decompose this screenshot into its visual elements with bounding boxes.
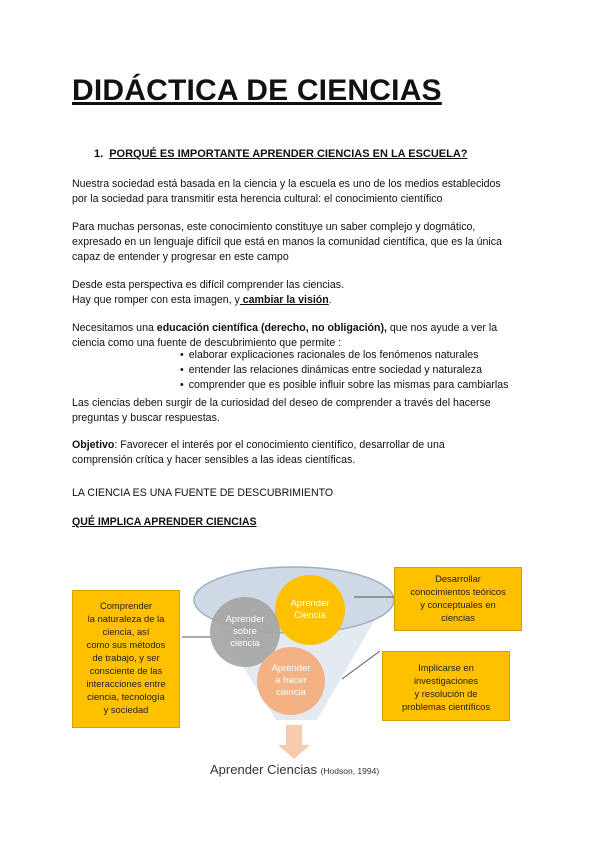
statement-line: LA CIENCIA ES UNA FUENTE DE DESCUBRIMIENTO	[72, 487, 334, 499]
diagram-caption	[210, 762, 379, 777]
down-arrow-icon	[278, 725, 310, 759]
box-line: y resolución de	[414, 688, 478, 699]
box-line: y sociedad	[103, 704, 149, 715]
paragraph-4	[72, 321, 497, 351]
page-title: DIDÁCTICA DE CIENCIAS	[72, 74, 442, 107]
paragraph-2-line-2: expresado en un lenguaje difícil que está en manos la comunidad científica, que es la única	[72, 236, 502, 248]
paragraph-4-line-2: ciencia como una fuente de descubrimiento que permite :	[72, 337, 342, 349]
section-heading	[94, 148, 468, 160]
objective-paragraph	[72, 438, 445, 468]
paragraph-1	[72, 177, 501, 207]
bullet-item: • elaborar explicaciones racionales de los fenómenos naturales	[180, 348, 508, 363]
learning-science-diagram	[62, 545, 522, 795]
bubble-line: sobre	[233, 626, 257, 637]
box-line: Comprender	[99, 600, 153, 611]
bubble-line: Ciencia	[294, 610, 326, 621]
bubble-line: Aprender	[290, 598, 330, 609]
paragraph-5-line-2: preguntas y buscar respuestas.	[72, 412, 220, 424]
section-number: 1.	[94, 148, 104, 160]
box-line: ciencias	[441, 612, 475, 623]
paragraph-3-line-2	[72, 293, 344, 308]
objective-label: Objetivo	[72, 439, 115, 451]
paragraph-2-line-3: capaz de entender y progresar en este campo	[72, 251, 289, 263]
science-education-emphasis: educación científica (derecho, no obligación),	[156, 322, 387, 334]
box-line: y conceptuales en	[420, 599, 496, 610]
bubble-line: Aprender	[225, 614, 265, 625]
bullet-item: • entender las relaciones dinámicas entre sociedad y naturaleza	[180, 363, 508, 378]
paragraph-2	[72, 220, 502, 265]
caption-text: Aprender Ciencias	[210, 762, 317, 777]
develop-knowledge-box	[394, 567, 522, 631]
bubble-line: ciencia	[230, 638, 260, 649]
paragraph-3-period: .	[328, 294, 332, 306]
section-heading-text: PORQUÉ ES IMPORTANTE APRENDER CIENCIAS EN LA ESCUELA?	[109, 148, 468, 160]
box-line: de trabajo, y ser	[92, 652, 160, 663]
box-line: la naturaleza de la	[87, 613, 165, 624]
paragraph-3-line-1: Desde esta perspectiva es difícil comprender las ciencias.	[72, 279, 345, 291]
box-line: interacciones entre	[86, 678, 166, 689]
learn-doing-science-bubble	[257, 647, 325, 715]
paragraph-5	[72, 396, 491, 426]
bullet-list	[180, 348, 508, 393]
paragraph-3	[72, 278, 344, 308]
comprehend-nature-box	[72, 590, 180, 728]
paragraph-4-pre: Necesitamos una	[72, 322, 157, 334]
change-vision-emphasis: cambiar la visión	[239, 294, 329, 306]
bullet-item: • comprender que es posible influir sobre las mismas para cambiarlas	[180, 378, 508, 393]
box-line: investigaciones	[413, 675, 479, 686]
paragraph-3-text: Hay que romper con esta imagen, y	[72, 294, 240, 306]
paragraph-1-line-2: por la sociedad para transmitir esta herencia cultural: el conocimiento científico	[72, 193, 443, 205]
paragraph-5-line-1: Las ciencias deben surgir de la curiosidad del deseo de comprender a través del hacerse	[72, 397, 491, 409]
box-line: ciencia, así	[102, 626, 150, 637]
bubble-line: Aprender	[271, 663, 311, 674]
paragraph-2-line-1: Para muchas personas, este conocimiento constituye un saber complejo y dogmático,	[72, 221, 476, 233]
bubble-line: a hacer	[275, 675, 307, 686]
box-line: Implicarse en	[418, 662, 474, 673]
bubble-line: ciencia	[276, 687, 306, 698]
paragraph-4-post: que nos ayude a ver la	[386, 322, 498, 334]
section-heading-2: QUÉ IMPLICA APRENDER CIENCIAS	[72, 516, 257, 528]
learn-science-bubble	[275, 575, 345, 645]
box-line: ciencia, tecnología	[87, 691, 165, 702]
box-line: consciente de las	[89, 665, 163, 676]
caption-reference: (Hodson, 1994)	[320, 766, 380, 776]
box-line: Desarrollar	[435, 573, 481, 584]
objective-line-1	[72, 438, 445, 453]
paragraph-1-line-1: Nuestra sociedad está basada en la ciencia y la escuela es uno de los medios establecidos	[72, 178, 501, 190]
paragraph-4-line-1	[72, 321, 497, 336]
research-involvement-box	[382, 651, 510, 721]
box-line: problemas científicos	[401, 701, 491, 712]
box-line: como sus métodos	[86, 639, 166, 650]
objective-line-2: comprensión crítica y hacer sensibles a las ideas científicas.	[72, 454, 356, 466]
objective-text: : Favorecer el interés por el conocimiento científico, desarrollar de una	[114, 439, 445, 451]
box-line: conocimientos teóricos	[410, 586, 506, 597]
